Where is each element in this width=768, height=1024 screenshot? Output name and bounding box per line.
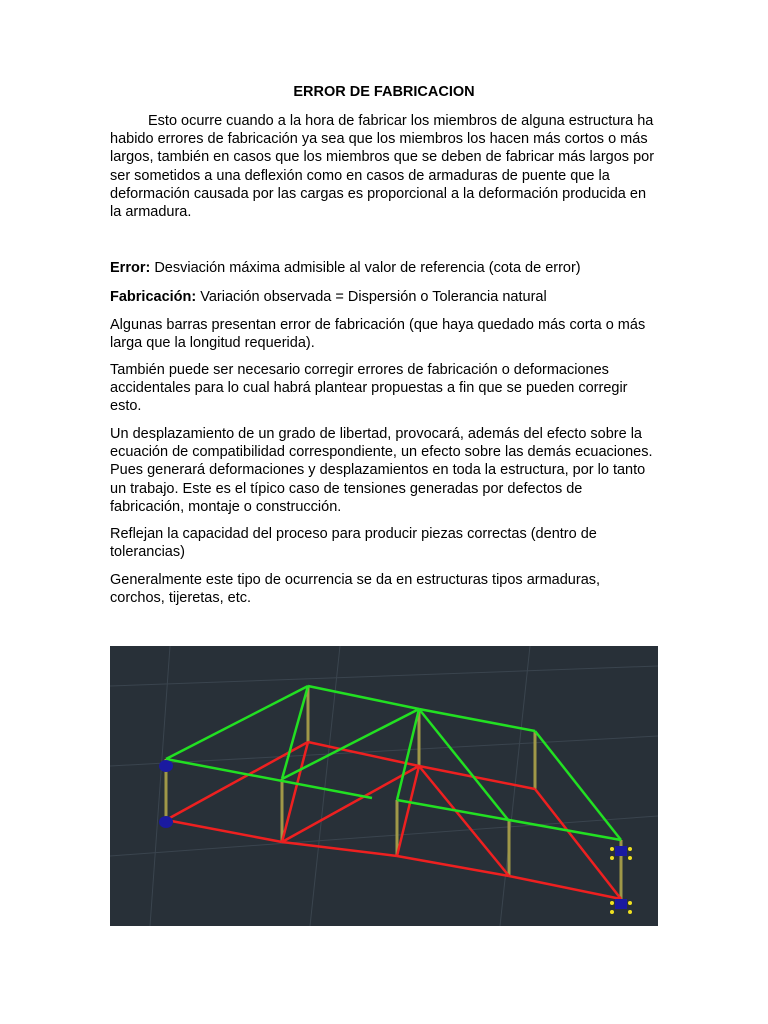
paragraph-capacity: Reflejan la capacidad del proceso para producir piezas correctas (dentro de tolerancias) <box>110 526 597 561</box>
truss-bottom-chords <box>166 742 621 899</box>
truss-verticals <box>166 686 621 899</box>
fabrication-text: Variación observada = Dispersión o Tolerancia natural <box>196 289 547 305</box>
paragraph-displacement: Un desplazamiento de un grado de libertad, provocará, además del efecto sobre la ecuación de compatibilidad correspondiente, un efecto sobre las demás ecuaciones. Pues generará deformaciones y desplazamientos en toda la estructura, por lo tanto un trabajo. Este es el típico caso de tensiones generadas por defectos de fabricación, montaje o construcción. <box>110 426 653 515</box>
paragraph-bars: Algunas barras presentan error de fabricación (que haya quedado más corta o más larga que la longitud requerida). <box>110 317 646 352</box>
intro-paragraph <box>110 112 658 221</box>
paragraph-occurrence: Generalmente este tipo de ocurrencia se da en estructuras tipos armaduras, corchos, tijeretas, etc. <box>110 572 601 607</box>
truss-bridge-figure <box>110 646 658 926</box>
fabrication-definition <box>110 288 658 306</box>
fabrication-label: Fabricación: <box>110 289 197 305</box>
error-label: Error: <box>110 260 151 276</box>
truss-top-chords <box>166 686 621 840</box>
intro-text: Esto ocurre cuando a la hora de fabricar los miembros de alguna estructura ha habido errores de fabricación ya sea que los miembros los hacen más cortos o más largos, también en casos que los miembros que se deben de fabricar más largos por ser sometidos a una deflexión como en casos de armaduras de puente que la deformación causada por las cargas es proporcional a la deformación producida en la armadura. <box>110 113 655 221</box>
page-title: ERROR DE FABRICACION <box>293 84 475 100</box>
truss-drawing <box>110 646 658 926</box>
error-text: Desviación máxima admisible al valor de referencia (cota de error) <box>150 260 581 276</box>
paragraph-correction: También puede ser necesario corregir errores de fabricación o deformaciones accidentales para lo cual habrá plantear propuestas a fin que se pueden corregir esto. <box>110 362 628 415</box>
error-definition <box>110 259 658 277</box>
